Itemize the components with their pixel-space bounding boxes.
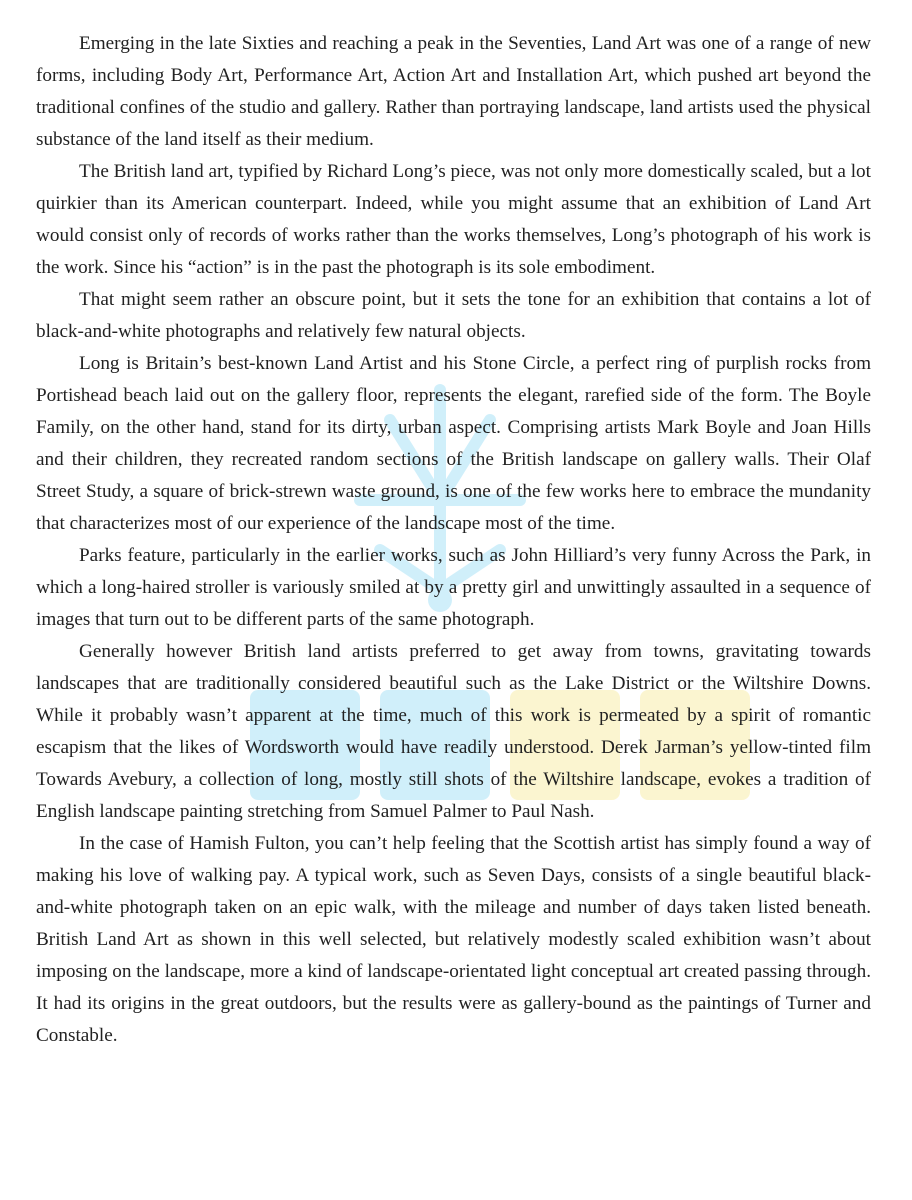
paragraph-4: Long is Britain’s best-known Land Artist and his Stone Circle, a perfect ring of purplish rocks from Portishead beach laid out on the gallery floor, represents the elegant, rarefied side of the form. The Boyle Family, on the other hand, stand for its dirty, urban aspect. Comprising artists Mark Boyle and Joan Hills and their children, they recreated random sections of the British landscape on gallery walls. Their Olaf Street Study, a square of brick-strewn waste ground, is one of the few works here to embrace the mundanity that characterizes most of our experience of the landscape most of the time.: [36, 353, 871, 534]
paragraph-5: Parks feature, particularly in the earlier works, such as John Hilliard’s very funny Across the Park, in which a long-haired stroller is variously smiled at by a pretty girl and unwittingly assaulted in a sequence of images that turn out to be different parts of the same photograph.: [36, 545, 871, 630]
paragraph-6: Generally however British land artists preferred to get away from towns, gravitating towards landscapes that are traditionally considered beautiful such as the Lake District or the Wiltshire Downs. While it probably wasn’t apparent at the time, much of this work is permeated by a spirit of romantic escapism that the likes of Wordsworth would have readily understood. Derek Jarman’s yellow-tinted film Towards Avebury, a collection of long, mostly still shots of the Wiltshire landscape, evokes a tradition of English landscape painting stretching from Samuel Palmer to Paul Nash.: [36, 641, 871, 822]
paragraph-2: The British land art, typified by Richard Long’s piece, was not only more domestically scaled, but a lot quirkier than its American counterpart. Indeed, while you might assume that an exhibition of Land Art would consist only of records of works rather than the works themselves, Long’s photograph of his work is the work. Since his “action” is in the past the photograph is its sole embodiment.: [36, 161, 871, 278]
paragraph-7: In the case of Hamish Fulton, you can’t help feeling that the Scottish artist has simply found a way of making his love of walking pay. A typical work, such as Seven Days, consists of a single beautiful black-and-white photograph taken on an epic walk, with the mileage and number of days taken listed beneath. British Land Art as shown in this well selected, but relatively modestly scaled exhibition wasn’t about imposing on the landscape, more a kind of landscape-orientated light conceptual art created passing through. It had its origins in the great outdoors, but the results were as gallery-bound as the paintings of Turner and Constable.: [36, 833, 871, 1046]
paragraph-1: Emerging in the late Sixties and reaching a peak in the Seventies, Land Art was one of a range of new forms, including Body Art, Performance Art, Action Art and Installation Art, which pushed art beyond the traditional confines of the studio and gallery. Rather than portraying landscape, land artists used the physical substance of the land itself as their medium.: [36, 33, 871, 150]
paragraph-3: That might seem rather an obscure point, but it sets the tone for an exhibition that contains a lot of black-and-white photographs and relatively few natural objects.: [36, 289, 871, 342]
article-body: [36, 28, 871, 1052]
